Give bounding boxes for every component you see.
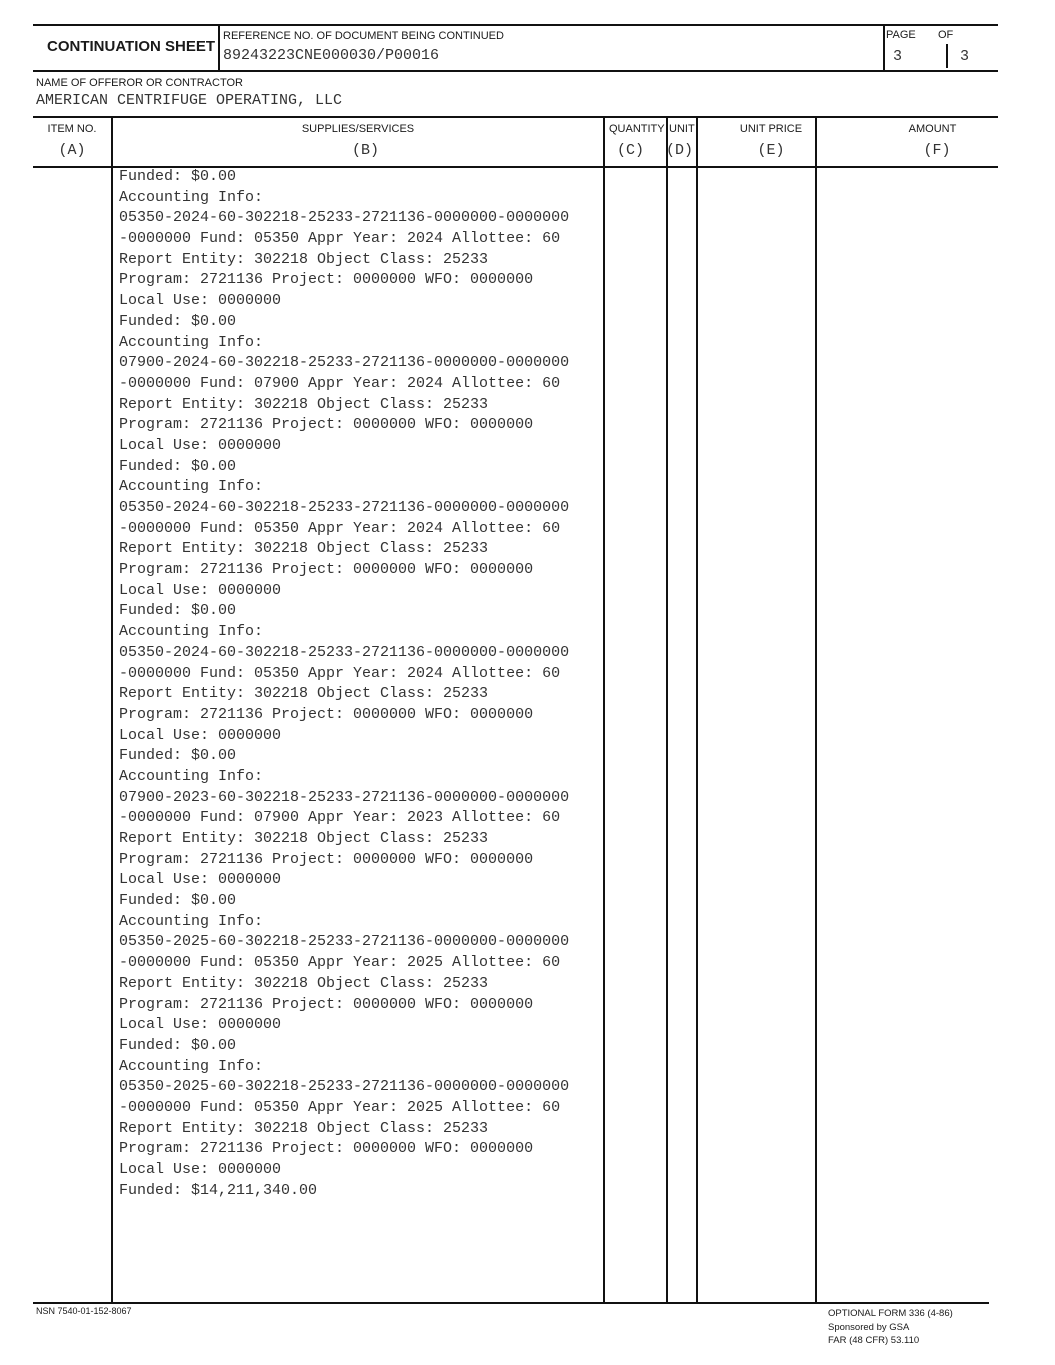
services-line: 05350-2024-60-302218-25233-2721136-0000000-0000000 bbox=[119, 209, 570, 227]
header-bottom-rule bbox=[33, 70, 998, 72]
services-line: Program: 2721136 Project: 0000000 WFO: 0000000 bbox=[119, 995, 534, 1013]
services-line: Report Entity: 302218 Object Class: 25233 bbox=[119, 685, 489, 703]
form-number: OPTIONAL FORM 336 (4-86) bbox=[828, 1308, 953, 1319]
services-line: Funded: $0.00 bbox=[119, 747, 237, 765]
services-line: Program: 2721136 Project: 0000000 WFO: 0000000 bbox=[119, 705, 534, 723]
services-line: Local Use: 0000000 bbox=[119, 1161, 282, 1178]
services-line: Accounting Info: bbox=[119, 767, 264, 785]
services-line: Funded: $0.00 bbox=[119, 312, 237, 330]
page-total: 3 bbox=[960, 48, 970, 65]
services-line: Accounting Info: bbox=[119, 912, 264, 930]
services-line: Report Entity: 302218 Object Class: 25233 bbox=[119, 395, 489, 413]
offeror-name: AMERICAN CENTRIFUGE OPERATING, LLC bbox=[36, 92, 343, 109]
form-sponsor: Sponsored by GSA bbox=[828, 1322, 910, 1333]
services-line: Program: 2721136 Project: 0000000 WFO: 0000000 bbox=[119, 1140, 534, 1158]
services-line: Funded: $0.00 bbox=[119, 457, 237, 475]
services-line: Funded: $0.00 bbox=[119, 1036, 237, 1054]
column-header-unit: UNIT bbox=[669, 123, 695, 135]
column-code-d: (D) bbox=[666, 142, 694, 159]
column-divider-c-d bbox=[666, 116, 668, 1302]
services-line: Accounting Info: bbox=[119, 478, 264, 496]
column-divider-d-e bbox=[696, 116, 698, 1302]
offeror-label: NAME OF OFFEROR OR CONTRACTOR bbox=[36, 77, 243, 89]
services-line: Program: 2721136 Project: 0000000 WFO: 0000000 bbox=[119, 561, 534, 579]
services-line: -0000000 Fund: 05350 Appr Year: 2025 Allottee: 60 bbox=[119, 1098, 561, 1116]
services-line: Report Entity: 302218 Object Class: 25233 bbox=[119, 1119, 489, 1137]
services-line: Report Entity: 302218 Object Class: 25233 bbox=[119, 250, 489, 268]
services-line: Funded: $0.00 bbox=[119, 168, 237, 185]
column-divider-e-f bbox=[815, 116, 817, 1302]
page-number: 3 bbox=[893, 48, 903, 65]
services-line: Report Entity: 302218 Object Class: 25233 bbox=[119, 974, 489, 992]
services-line: Report Entity: 302218 Object Class: 25233 bbox=[119, 830, 489, 847]
nsn-number: NSN 7540-01-152-8067 bbox=[36, 1306, 132, 1316]
services-line: Report Entity: 302218 Object Class: 25233 bbox=[119, 540, 489, 558]
services-line: Accounting Info: bbox=[119, 623, 264, 641]
column-header-supplies: SUPPLIES/SERVICES bbox=[301, 123, 415, 135]
column-divider-b-c bbox=[603, 116, 605, 1302]
column-code-a: (A) bbox=[58, 142, 86, 159]
services-line: Funded: $0.00 bbox=[119, 602, 237, 620]
services-line: 05350-2025-60-302218-25233-2721136-0000000-0000000 bbox=[119, 933, 570, 951]
header-page-divider bbox=[883, 24, 885, 71]
services-line: Program: 2721136 Project: 0000000 WFO: 0000000 bbox=[119, 416, 534, 434]
reference-label: REFERENCE NO. OF DOCUMENT BEING CONTINUED bbox=[223, 30, 504, 42]
column-header-unit-price: UNIT PRICE bbox=[739, 123, 803, 135]
services-line: Program: 2721136 Project: 0000000 WFO: 0000000 bbox=[119, 850, 534, 868]
column-code-b: (B) bbox=[351, 142, 379, 159]
services-line: Local Use: 0000000 bbox=[119, 581, 282, 599]
of-label: OF bbox=[938, 29, 954, 41]
page-of-divider bbox=[946, 44, 948, 68]
column-code-c: (C) bbox=[617, 142, 645, 159]
column-divider-a-b bbox=[111, 116, 113, 1302]
column-header-amount: AMOUNT bbox=[908, 123, 957, 135]
column-code-e: (E) bbox=[757, 142, 785, 159]
services-line: Accounting Info: bbox=[119, 333, 264, 351]
services-line: -0000000 Fund: 05350 Appr Year: 2025 Allottee: 60 bbox=[119, 954, 561, 972]
reference-number: 89243223CNE000030/P00016 bbox=[223, 47, 440, 64]
services-line: Program: 2721136 Project: 0000000 WFO: 0000000 bbox=[119, 271, 534, 289]
services-line: Accounting Info: bbox=[119, 1057, 264, 1075]
services-line: Funded: $14,211,340.00 bbox=[119, 1181, 318, 1199]
services-line: Local Use: 0000000 bbox=[119, 1016, 282, 1034]
services-line: 07900-2024-60-302218-25233-2721136-0000000-0000000 bbox=[119, 354, 570, 372]
services-line: 05350-2025-60-302218-25233-2721136-0000000-0000000 bbox=[119, 1078, 570, 1096]
footer-rule bbox=[33, 1302, 989, 1304]
services-line: -0000000 Fund: 05350 Appr Year: 2024 Allottee: 60 bbox=[119, 230, 561, 248]
column-header-item-no: ITEM NO. bbox=[47, 123, 97, 135]
services-line: -0000000 Fund: 05350 Appr Year: 2024 Allottee: 60 bbox=[119, 519, 561, 537]
form-far-citation: FAR (48 CFR) 53.110 bbox=[828, 1335, 920, 1346]
services-line: Local Use: 0000000 bbox=[119, 871, 282, 889]
services-line: -0000000 Fund: 05350 Appr Year: 2024 Allottee: 60 bbox=[119, 664, 561, 682]
header-title-divider bbox=[218, 24, 220, 71]
services-line: -0000000 Fund: 07900 Appr Year: 2024 Allottee: 60 bbox=[119, 374, 561, 392]
services-line: Accounting Info: bbox=[119, 188, 264, 206]
column-code-f: (F) bbox=[923, 142, 951, 159]
sheet-title: CONTINUATION SHEET bbox=[47, 38, 216, 55]
column-header-quantity: QUANTITY bbox=[609, 123, 665, 135]
services-line: Local Use: 0000000 bbox=[119, 292, 282, 310]
services-line: Local Use: 0000000 bbox=[119, 726, 282, 744]
header-top-rule bbox=[33, 24, 998, 26]
services-line: Funded: $0.00 bbox=[119, 892, 237, 910]
services-line: 07900-2023-60-302218-25233-2721136-0000000-0000000 bbox=[119, 788, 570, 806]
services-line: 05350-2024-60-302218-25233-2721136-0000000-0000000 bbox=[119, 499, 570, 516]
services-line: 05350-2024-60-302218-25233-2721136-0000000-0000000 bbox=[119, 643, 570, 661]
services-line: Local Use: 0000000 bbox=[119, 436, 282, 454]
supplies-services-text bbox=[119, 167, 569, 1201]
page-label: PAGE bbox=[886, 29, 916, 41]
services-line: -0000000 Fund: 07900 Appr Year: 2023 Allottee: 60 bbox=[119, 809, 561, 827]
table-top-rule bbox=[33, 116, 998, 118]
